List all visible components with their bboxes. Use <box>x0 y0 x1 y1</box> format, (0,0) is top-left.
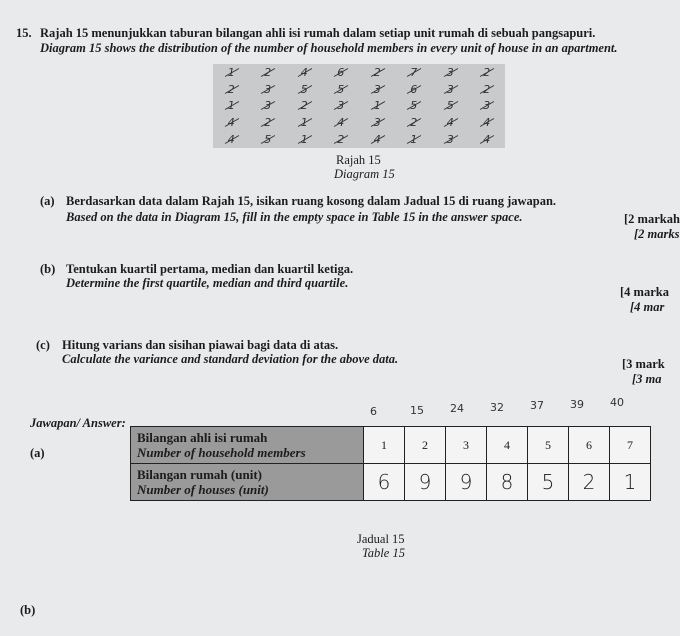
diagram-value: 3 <box>446 133 454 147</box>
diagram-value: 3 <box>373 82 381 96</box>
diagram-value: 4 <box>337 116 345 130</box>
members-cell: 2 <box>405 427 446 464</box>
cumulative-value: 40 <box>610 396 624 409</box>
diagram-15-grid <box>213 64 505 148</box>
diagram-value: 6 <box>410 82 418 96</box>
diagram-value: 4 <box>483 116 491 130</box>
cumulative-value: 24 <box>450 402 464 415</box>
members-cell: 5 <box>528 427 569 464</box>
diagram-value: 1 <box>300 133 308 147</box>
diagram-value: 5 <box>300 82 308 96</box>
diagram-value: 2 <box>337 133 345 147</box>
diagram-value: 3 <box>446 65 454 79</box>
diagram-value: 5 <box>337 82 345 96</box>
diagram-value: 4 <box>300 65 308 79</box>
cumulative-value: 15 <box>410 403 424 417</box>
diagram-value: 4 <box>227 116 235 130</box>
diagram-value: 4 <box>446 116 454 130</box>
diagram-value: 7 <box>410 65 418 79</box>
diagram-value: 1 <box>300 116 308 130</box>
cumulative-value: 32 <box>490 400 504 414</box>
table-row-members: Bilangan ahli isi rumah Number of household members 1 2 3 4 5 6 7 <box>131 427 651 464</box>
diagram-value: 2 <box>483 82 491 96</box>
houses-cell[interactable]: 1 <box>610 464 651 501</box>
diagram-value: 4 <box>483 133 491 147</box>
members-cell: 4 <box>487 427 528 464</box>
houses-cell[interactable]: 6 <box>364 464 405 501</box>
diagram-value: 2 <box>373 65 381 79</box>
diagram-value: 3 <box>483 99 491 113</box>
diagram-value: 3 <box>264 99 272 113</box>
answer-heading: Jawapan/ Answer: <box>30 416 126 430</box>
diagram-value: 3 <box>373 116 381 130</box>
diagram-value: 1 <box>410 133 418 147</box>
diagram-value: 4 <box>373 133 381 147</box>
diagram-value: 1 <box>227 99 235 113</box>
question-text-en: Diagram 15 shows the distribution of the number of household members in every unit of house in an apartment. <box>40 41 618 55</box>
diagram-value: 2 <box>410 116 418 130</box>
diagram-value: 2 <box>300 99 308 113</box>
question-text-ms: Rajah 15 menunjukkan taburan bilangan ahli isi rumah dalam setiap unit rumah di sebuah pangsapuri. <box>40 26 596 40</box>
members-cell: 6 <box>569 427 610 464</box>
members-cell: 3 <box>446 427 487 464</box>
houses-cell[interactable]: 2 <box>569 464 610 501</box>
members-cell: 1 <box>364 427 405 464</box>
question-number: 15. <box>16 26 32 40</box>
diagram-value: 2 <box>227 82 235 96</box>
diagram-value: 2 <box>264 116 272 130</box>
houses-cell[interactable]: 9 <box>405 464 446 501</box>
table-caption-ms: Jadual 15 <box>357 532 405 546</box>
diagram-value: 2 <box>264 65 272 79</box>
diagram-value: 2 <box>483 65 491 79</box>
answer-part-a-label: (a) <box>30 446 45 460</box>
diagram-value: 5 <box>446 99 454 113</box>
table-caption-en: Table 15 <box>362 546 405 560</box>
table-15 <box>130 426 651 501</box>
answer-part-b-label: (b) <box>20 603 36 617</box>
cumulative-value: 39 <box>570 397 584 411</box>
diagram-value: 1 <box>373 99 381 113</box>
diagram-value: 3 <box>264 82 272 96</box>
diagram-value: 3 <box>337 99 345 113</box>
diagram-value: 6 <box>337 65 345 79</box>
houses-cell[interactable]: 5 <box>528 464 569 501</box>
diagram-value: 5 <box>264 133 272 147</box>
table-row-houses: Bilangan rumah (unit) Number of houses (unit) 6 9 9 8 5 2 1 <box>131 464 651 501</box>
members-cell: 7 <box>610 427 651 464</box>
diagram-value: 3 <box>446 82 454 96</box>
diagram-value: 5 <box>410 99 418 113</box>
diagram-value: 4 <box>227 133 235 147</box>
houses-cell[interactable]: 8 <box>487 464 528 501</box>
cumulative-value: 6 <box>370 405 377 418</box>
diagram-value: 1 <box>227 65 235 79</box>
diagram-caption-en: Diagram 15 <box>334 167 395 181</box>
diagram-caption-ms: Rajah 15 <box>336 153 381 167</box>
cumulative-value: 37 <box>530 399 544 412</box>
houses-cell[interactable]: 9 <box>446 464 487 501</box>
